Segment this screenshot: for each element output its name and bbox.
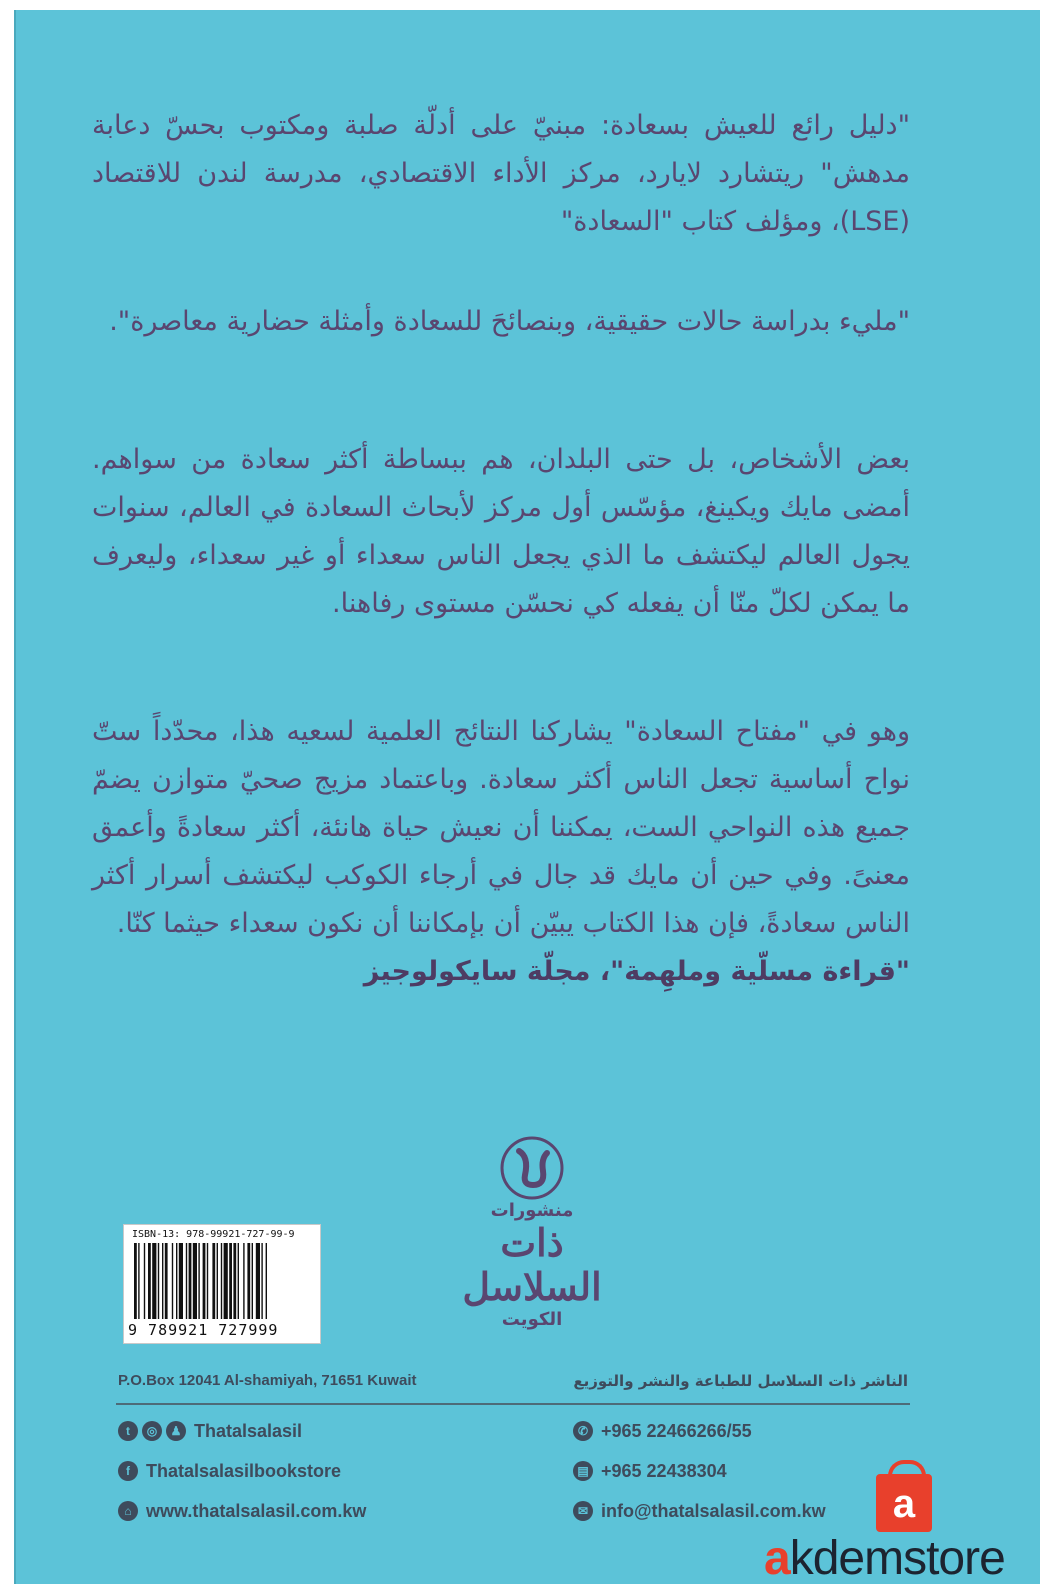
quote-text: "دليل رائع للعيش بسعادة: مبنيّ على أدلّة صلبة ومكتوب بحسّ دعابة مدهش" ريتشارد لايارد، مركز الأداء الاقتصادي، مدرسة لندن للاقتصاد (LSE)، ومؤلف كتاب "السعادة" (92, 110, 910, 237)
fax-text: +965 22438304 (601, 1460, 727, 1481)
social-handle-text: Thatalsalasil (194, 1420, 303, 1441)
book-description-intro (92, 436, 910, 628)
brand-rest: kdemstore (789, 1532, 1005, 1585)
snapchat-icon: ♟ (166, 1421, 186, 1441)
home-icon: ⌂ (118, 1501, 138, 1521)
publisher-logo (442, 1135, 622, 1331)
shopping-bag-icon-body: a (876, 1474, 932, 1532)
publisher-city: الكويت (501, 1309, 563, 1330)
review-quote-layard (92, 102, 910, 246)
review-quote-case-studies (92, 298, 910, 346)
publisher-emblem-icon (499, 1135, 565, 1201)
publisher-address (118, 1372, 908, 1394)
publisher-label: منشورات (490, 1200, 574, 1221)
watermark-brand (764, 1534, 1005, 1584)
fax-number (573, 1458, 727, 1484)
psychologies-endorsement: "قراءة مسلّية وملهِمة"، مجلّة سايكولوجيز (363, 956, 910, 987)
phone-icon: ✆ (573, 1421, 593, 1441)
fax-icon: ▤ (573, 1461, 593, 1481)
akdemstore-watermark (756, 1456, 1058, 1584)
email-icon: ✉ (573, 1501, 593, 1521)
facebook-page (118, 1458, 341, 1484)
brand-letter-a: a (764, 1532, 790, 1585)
isbn-label: ISBN-13: 978-99921-727-99-9 (132, 1229, 295, 1240)
email-text: info@thatalsalasil.com.kw (601, 1500, 826, 1521)
description-paragraph: بعض الأشخاص، بل حتى البلدان، هم ببساطة أكثر سعادة من سواهم. أمضى مايك ويكينغ، مؤسّس أول مركز لأبحاث السعادة في العالم، سنوات يجول العالم ليكتشف ما الذي يجعل الناس سعداء أو غير سعداء، وليعرف ما يمكن لكلّ منّا أن يفعله كي نحسّن مستوى رفاهنا. (92, 444, 910, 619)
website-text: www.thatalsalasil.com.kw (146, 1500, 367, 1521)
facebook-icon: f (118, 1461, 138, 1481)
publisher-name: ذات السلاسل (462, 1220, 602, 1309)
address-english: P.O.Box 12041 Al-shamiyah, 71651 Kuwait (118, 1372, 417, 1389)
social-handle (118, 1418, 302, 1444)
twitter-icon: t (118, 1421, 138, 1441)
address-arabic: الناشر ذات السلاسل للطباعة والنشر والتوزيع (573, 1372, 908, 1390)
instagram-icon: ◎ (142, 1421, 162, 1441)
footer-divider (116, 1403, 910, 1405)
description-paragraph: وهو في "مفتاح السعادة" يشاركنا النتائج العلمية لسعيه هذا، محدّداً ستّ نواح أساسية تجعل الناس أكثر سعادة. وباعتماد مزيج صحيّ متوازن يضمّ جميع هذه النواحي الست، يمكننا أن نعيش حياة هانئة، أكثر سعادةً وأعمق معنىً. وفي حين أن مايك قد جال في أرجاء الكوكب ليكتشف أسرار أكثر الناس سعادةً، فإن هذا الكتاب يبيّن أن بإمكاننا أن نكون سعداء حيثما كنّا. (92, 716, 910, 939)
phone-number (573, 1418, 752, 1444)
barcode-bars (132, 1243, 312, 1321)
book-description-main (92, 708, 910, 996)
barcode-digits: 9 789921 727999 (128, 1321, 279, 1339)
facebook-page-text: Thatalsalasilbookstore (146, 1460, 342, 1481)
phone-text: +965 22466266/55 (601, 1420, 752, 1441)
isbn-barcode (123, 1224, 321, 1344)
quote-text: "مليء بدراسة حالات حقيقية، وبنصائحَ للسعادة وأمثلة حضارية معاصرة". (109, 306, 910, 337)
website (118, 1498, 366, 1524)
